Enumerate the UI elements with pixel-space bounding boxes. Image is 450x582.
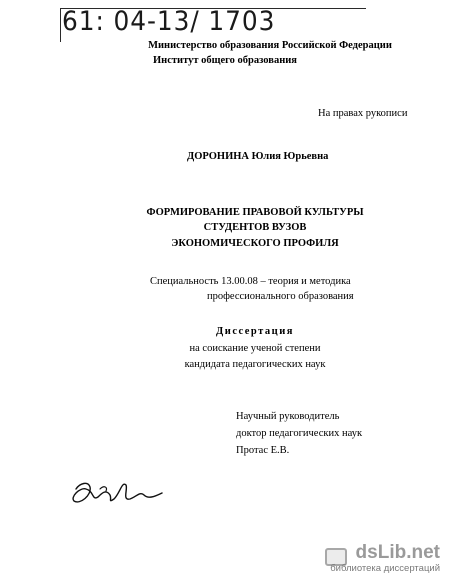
specialty-line-1: Специальность 13.00.08 – теория и методика — [150, 276, 351, 287]
dslib-logo-subtitle: библиотека диссертаций — [330, 563, 440, 574]
thesis-title-line-3: ЭКОНОМИЧЕСКОГО ПРОФИЛЯ — [171, 238, 339, 249]
thesis-title-line-2: СТУДЕНТОВ ВУЗОВ — [203, 222, 307, 233]
dslib-watermark — [315, 543, 440, 574]
degree-line-2: кандидата педагогических наук — [184, 359, 326, 370]
author-name: ДОРОНИНА Юлия Юрьевна — [187, 151, 329, 162]
supervisor-line-2: доктор педагогических наук — [236, 428, 363, 439]
author-signature — [70, 475, 180, 515]
specialty-line-2: профессионального образования — [207, 291, 354, 302]
ministry-name: Министерство образования Российской Федерации — [148, 40, 392, 51]
dslib-logo-text: dsLib.net — [355, 542, 440, 563]
thesis-title-line-1: ФОРМИРОВАНИЕ ПРАВОВОЙ КУЛЬТУРЫ — [146, 207, 364, 218]
archive-stamp-code: 61: 04-13/ 1703 — [62, 6, 276, 37]
dissertation-heading: Диссертация — [216, 326, 294, 337]
institute-name: Институт общего образования — [153, 55, 297, 66]
supervisor-name: Протас Е.В. — [236, 445, 290, 456]
supervisor-line-1: Научный руководитель — [236, 411, 340, 422]
degree-line-1: на соискание ученой степени — [189, 343, 321, 354]
rights-note: На правах рукописи — [318, 108, 408, 119]
